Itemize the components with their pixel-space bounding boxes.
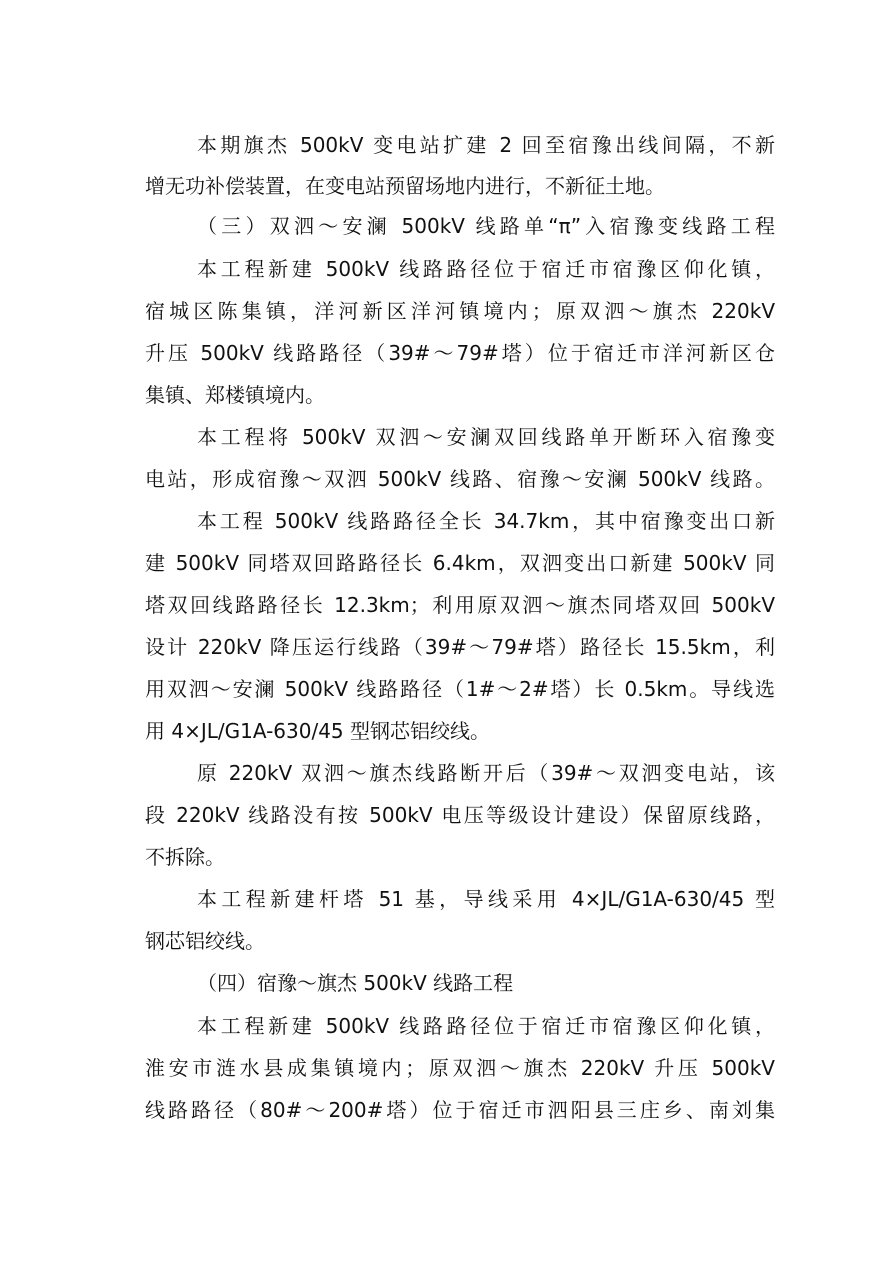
text-line: 本期旗杰 500kV 变电站扩建 2 回至宿豫出线间隔，不新: [197, 133, 775, 157]
text-line: 淮安市涟水县成集镇境内；原双泗～旗杰 220kV 升压 500kV: [145, 1056, 775, 1080]
text-line: 设计 220kV 降压运行线路（39#～79#塔）路径长 15.5km，利: [145, 635, 775, 659]
text-line: 电站，形成宿豫～双泗 500kV 线路、宿豫～安澜 500kV 线路。: [145, 467, 775, 491]
text-line: 塔双回线路路径长 12.3km；利用原双泗～旗杰同塔双回 500kV: [145, 593, 775, 617]
text-line: 本工程新建 500kV 线路路径位于宿迁市宿豫区仰化镇，: [197, 257, 775, 281]
text-line: 增无功补偿装置，在变电站预留场地内进行，不新征土地。: [145, 174, 665, 198]
text-line: 用 4×JL/G1A-630/45 型钢芯铝绞线。: [145, 719, 491, 743]
text-line: 建 500kV 同塔双回路路径长 6.4km，双泗变出口新建 500kV 同: [145, 551, 775, 575]
text-line: 钢芯铝绞线。: [145, 929, 265, 953]
text-line: 本工程 500kV 线路路径全长 34.7km，其中宿豫变出口新: [197, 509, 775, 533]
text-line: 集镇、郑楼镇境内。: [145, 383, 325, 407]
text-line: 本工程新建杆塔 51 基，导线采用 4×JL/G1A-630/45 型: [197, 887, 775, 911]
section-heading-3: （三）双泗～安澜 500kV 线路单“π”入宿豫变线路工程: [197, 214, 775, 238]
text-line: 段 220kV 线路没有按 500kV 电压等级设计建设）保留原线路，: [145, 803, 775, 827]
text-line: 不拆除。: [145, 845, 225, 869]
text-line: 用双泗～安澜 500kV 线路路径（1#～2#塔）长 0.5km。导线选: [145, 677, 775, 701]
section-heading-4: （四）宿豫～旗杰 500kV 线路工程: [197, 971, 514, 995]
text-line: 本工程将 500kV 双泗～安澜双回线路单开断环入宿豫变: [197, 425, 775, 449]
text-line: 升压 500kV 线路路径（39#～79#塔）位于宿迁市洋河新区仓: [145, 341, 775, 365]
text-line: 原 220kV 双泗～旗杰线路断开后（39#～双泗变电站，该: [197, 761, 775, 785]
text-line: 本工程新建 500kV 线路路径位于宿迁市宿豫区仰化镇，: [197, 1014, 775, 1038]
text-line: 宿城区陈集镇，洋河新区洋河镇境内；原双泗～旗杰 220kV: [145, 299, 775, 323]
text-line: 线路路径（80#～200#塔）位于宿迁市泗阳县三庄乡、南刘集: [145, 1098, 775, 1122]
